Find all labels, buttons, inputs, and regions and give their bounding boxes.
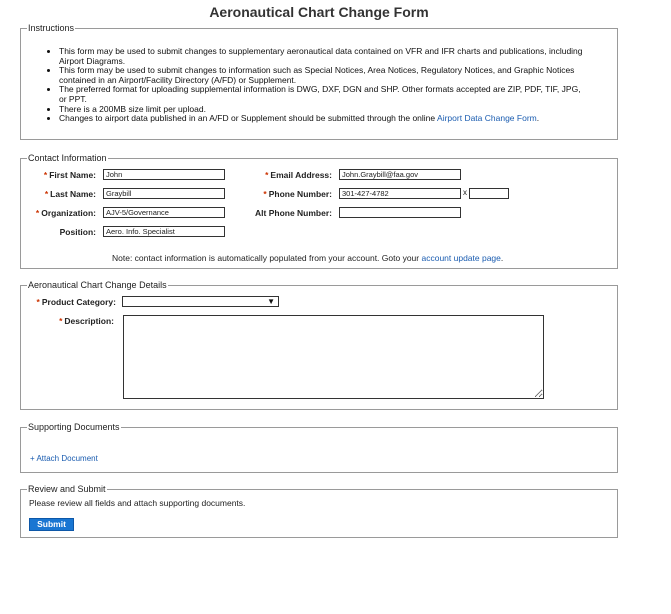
organization-input[interactable] xyxy=(103,207,225,218)
first-name-label xyxy=(20,170,96,180)
submit-button[interactable]: Submit xyxy=(29,518,74,531)
alt-phone-input[interactable] xyxy=(339,207,461,218)
product-category-select[interactable] xyxy=(122,296,279,307)
alt-phone-label: Alt Phone Number: xyxy=(255,208,332,218)
instruction-end: . xyxy=(536,113,540,124)
phone-label-text: Phone Number: xyxy=(268,189,332,199)
last-name-input[interactable] xyxy=(103,188,225,199)
last-name-label-text: Last Name: xyxy=(50,189,96,199)
instructions-section xyxy=(20,23,618,140)
organization-label-text: Organization: xyxy=(41,208,96,218)
email-label xyxy=(230,170,332,180)
phone-ext-mark: x xyxy=(463,188,467,197)
description-label-text: Description: xyxy=(64,316,114,326)
contact-note xyxy=(112,253,503,263)
required-mark: * xyxy=(265,170,269,180)
email-input[interactable] xyxy=(339,169,461,180)
instruction-item: • The preferred format for uploading supplemental information is DWG, DXF, DGN and SHP. Other formats accepted are ZIP, PDF, TIF, JPG, or PPT. xyxy=(59,85,589,104)
instruction-item: • This form may be used to submit changes to information such as Special Notices, Area Notices, Regulatory Notices, and Graphic Notices contained in an Airport/Facility Directory (A/FD) or Supplement. xyxy=(59,66,589,85)
email-label-text: Email Address: xyxy=(270,170,332,180)
page-title: Aeronautical Chart Change Form xyxy=(209,4,429,20)
description-label xyxy=(20,316,114,326)
required-mark: * xyxy=(263,189,267,199)
review-section xyxy=(20,484,618,538)
first-name-input[interactable] xyxy=(103,169,225,180)
product-category-label xyxy=(20,297,116,307)
instruction-item: • This form may be used to submit changes to supplementary aeronautical data contained on VFR and IFR charts and publications, including Airport Diagrams. xyxy=(59,47,589,66)
required-mark: * xyxy=(59,316,63,326)
first-name-label-text: First Name: xyxy=(49,170,96,180)
position-input[interactable] xyxy=(103,226,225,237)
instructions-legend: Instructions xyxy=(28,23,75,33)
product-category-label-text: Product Category: xyxy=(41,297,116,307)
review-legend: Review and Submit xyxy=(28,484,106,494)
description-textarea[interactable] xyxy=(123,315,544,399)
instruction-item xyxy=(59,114,589,124)
attach-document-link[interactable]: + Attach Document xyxy=(30,454,98,463)
instructions-list xyxy=(21,47,589,124)
phone-input[interactable] xyxy=(339,188,461,199)
contact-legend: Contact Information xyxy=(28,153,107,163)
contact-note-text: Note: contact information is automatically populated from your account. Goto your xyxy=(112,253,420,263)
last-name-label xyxy=(20,189,96,199)
required-mark: * xyxy=(36,297,40,307)
contact-note-end: . xyxy=(500,253,504,263)
dropdown-arrow-icon: ▼ xyxy=(267,297,275,306)
instruction-item: • There is a 200MB size limit per upload. xyxy=(59,105,589,115)
instruction-text: Changes to airport data published in an A/FD or Supplement should be submitted through the online xyxy=(59,113,436,124)
review-instructions: Please review all fields and attach supporting documents. xyxy=(29,498,246,508)
phone-ext-input[interactable] xyxy=(469,188,509,199)
organization-label xyxy=(20,208,96,218)
position-label: Position: xyxy=(59,227,96,237)
airport-data-change-form-link[interactable]: Airport Data Change Form xyxy=(437,113,537,124)
required-mark: * xyxy=(44,189,49,199)
required-mark: * xyxy=(43,170,48,180)
required-mark: * xyxy=(35,208,40,218)
supporting-documents-legend: Supporting Documents xyxy=(28,422,120,432)
details-legend: Aeronautical Chart Change Details xyxy=(28,280,167,290)
phone-label xyxy=(230,189,332,199)
account-update-link[interactable]: account update page xyxy=(421,253,501,263)
supporting-documents-section xyxy=(20,422,618,473)
